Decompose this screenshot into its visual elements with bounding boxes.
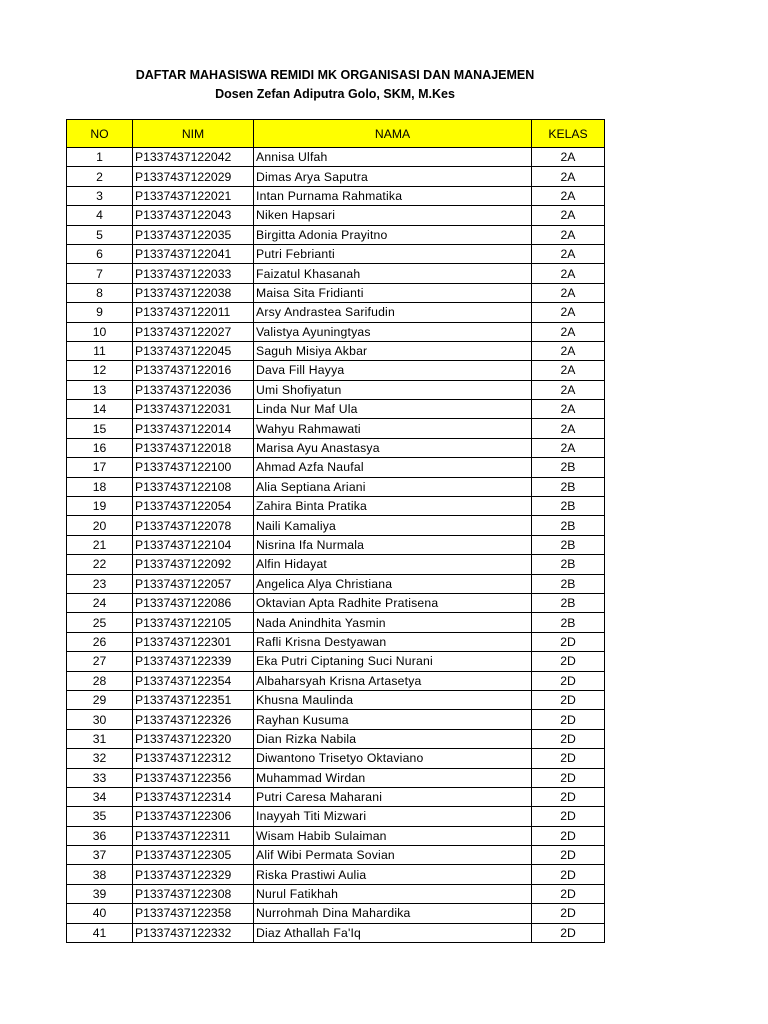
student-nim: P1337437122036 (133, 380, 254, 399)
row-number: 32 (67, 749, 133, 768)
row-number: 28 (67, 671, 133, 690)
row-number: 10 (67, 322, 133, 341)
column-header-nim: NIM (133, 120, 254, 148)
student-name: Naili Kamaliya (254, 516, 532, 535)
row-number: 39 (67, 884, 133, 903)
row-number: 2 (67, 167, 133, 186)
student-class: 2D (532, 923, 605, 942)
student-name: Inayyah Titi Mizwari (254, 807, 532, 826)
student-name: Annisa Ulfah (254, 148, 532, 167)
student-nim: P1337437122351 (133, 690, 254, 709)
table-row (67, 167, 605, 186)
row-number: 38 (67, 865, 133, 884)
table-row (67, 361, 605, 380)
row-number: 21 (67, 535, 133, 554)
student-class: 2B (532, 458, 605, 477)
table-row (67, 148, 605, 167)
student-nim: P1337437122326 (133, 710, 254, 729)
student-name: Nurul Fatikhah (254, 884, 532, 903)
student-nim: P1337437122033 (133, 264, 254, 283)
student-nim: P1337437122301 (133, 632, 254, 651)
student-class: 2A (532, 186, 605, 205)
row-number: 1 (67, 148, 133, 167)
row-number: 31 (67, 729, 133, 748)
student-name: Nada Anindhita Yasmin (254, 613, 532, 632)
student-name: Putri Febrianti (254, 244, 532, 263)
student-class: 2A (532, 283, 605, 302)
student-class: 2D (532, 826, 605, 845)
student-name: Wisam Habib Sulaiman (254, 826, 532, 845)
student-nim: P1337437122314 (133, 787, 254, 806)
table-row (67, 497, 605, 516)
table-row (67, 206, 605, 225)
student-class: 2D (532, 652, 605, 671)
student-nim: P1337437122092 (133, 555, 254, 574)
student-name: Arsy Andrastea Sarifudin (254, 303, 532, 322)
student-class: 2A (532, 438, 605, 457)
student-name: Umi Shofiyatun (254, 380, 532, 399)
table-row (67, 884, 605, 903)
student-class: 2D (532, 710, 605, 729)
table-row (67, 904, 605, 923)
student-name: Zahira Binta Pratika (254, 497, 532, 516)
row-number: 41 (67, 923, 133, 942)
student-name: Muhammad Wirdan (254, 768, 532, 787)
row-number: 22 (67, 555, 133, 574)
student-nim: P1337437122108 (133, 477, 254, 496)
student-nim: P1337437122354 (133, 671, 254, 690)
student-class: 2A (532, 322, 605, 341)
student-nim: P1337437122016 (133, 361, 254, 380)
row-number: 18 (67, 477, 133, 496)
document-subtitle: Dosen Zefan Adiputra Golo, SKM, M.Kes (215, 87, 455, 101)
row-number: 8 (67, 283, 133, 302)
student-class: 2D (532, 632, 605, 651)
student-class: 2B (532, 593, 605, 612)
row-number: 33 (67, 768, 133, 787)
row-number: 15 (67, 419, 133, 438)
student-name: Dimas Arya Saputra (254, 167, 532, 186)
student-class: 2D (532, 768, 605, 787)
table-row (67, 477, 605, 496)
table-row (67, 690, 605, 709)
row-number: 25 (67, 613, 133, 632)
table-row (67, 593, 605, 612)
student-class: 2D (532, 807, 605, 826)
table-row (67, 535, 605, 554)
row-number: 7 (67, 264, 133, 283)
student-name: Alif Wibi Permata Sovian (254, 846, 532, 865)
table-row (67, 419, 605, 438)
student-nim: P1337437122043 (133, 206, 254, 225)
student-class: 2A (532, 361, 605, 380)
student-name: Valistya Ayuningtyas (254, 322, 532, 341)
student-name: Eka Putri Ciptaning Suci Nurani (254, 652, 532, 671)
row-number: 27 (67, 652, 133, 671)
student-nim: P1337437122320 (133, 729, 254, 748)
table-row (67, 555, 605, 574)
student-nim: P1337437122312 (133, 749, 254, 768)
row-number: 20 (67, 516, 133, 535)
student-class: 2A (532, 167, 605, 186)
student-nim: P1337437122100 (133, 458, 254, 477)
student-class: 2A (532, 380, 605, 399)
student-name: Albaharsyah Krisna Artasetya (254, 671, 532, 690)
student-class: 2B (532, 574, 605, 593)
student-class: 2A (532, 303, 605, 322)
row-number: 12 (67, 361, 133, 380)
document-title: DAFTAR MAHASISWA REMIDI MK ORGANISASI DAN MANAJEMEN (135, 68, 535, 82)
table-row (67, 807, 605, 826)
row-number: 23 (67, 574, 133, 593)
student-name: Ahmad Azfa Naufal (254, 458, 532, 477)
student-class: 2D (532, 749, 605, 768)
student-nim: P1337437122038 (133, 283, 254, 302)
student-name: Faizatul Khasanah (254, 264, 532, 283)
table-row (67, 458, 605, 477)
table-row (67, 787, 605, 806)
table-header (67, 120, 605, 148)
row-number: 34 (67, 787, 133, 806)
row-number: 3 (67, 186, 133, 205)
student-nim: P1337437122011 (133, 303, 254, 322)
student-name: Dava Fill Hayya (254, 361, 532, 380)
table-row (67, 264, 605, 283)
student-nim: P1337437122308 (133, 884, 254, 903)
student-nim: P1337437122014 (133, 419, 254, 438)
table-row (67, 749, 605, 768)
row-number: 40 (67, 904, 133, 923)
student-nim: P1337437122329 (133, 865, 254, 884)
student-name: Riska Prastiwi Aulia (254, 865, 532, 884)
student-class: 2D (532, 865, 605, 884)
row-number: 29 (67, 690, 133, 709)
table-row (67, 652, 605, 671)
table-row (67, 438, 605, 457)
student-name: Nurrohmah Dina Mahardika (254, 904, 532, 923)
student-class: 2D (532, 884, 605, 903)
table-row (67, 729, 605, 748)
student-name: Intan Purnama Rahmatika (254, 186, 532, 205)
row-number: 24 (67, 593, 133, 612)
column-header-nama: NAMA (254, 120, 532, 148)
row-number: 30 (67, 710, 133, 729)
student-class: 2D (532, 904, 605, 923)
student-nim: P1337437122045 (133, 341, 254, 360)
row-number: 14 (67, 400, 133, 419)
student-table (66, 119, 605, 943)
row-number: 4 (67, 206, 133, 225)
student-name: Saguh Misiya Akbar (254, 341, 532, 360)
student-nim: P1337437122029 (133, 167, 254, 186)
column-header-kelas: KELAS (532, 120, 605, 148)
student-name: Alia Septiana Ariani (254, 477, 532, 496)
student-nim: P1337437122104 (133, 535, 254, 554)
student-nim: P1337437122018 (133, 438, 254, 457)
student-class: 2A (532, 341, 605, 360)
student-nim: P1337437122027 (133, 322, 254, 341)
student-name: Nisrina Ifa Nurmala (254, 535, 532, 554)
table-row (67, 322, 605, 341)
table-row (67, 341, 605, 360)
student-class: 2A (532, 225, 605, 244)
student-name: Rayhan Kusuma (254, 710, 532, 729)
row-number: 19 (67, 497, 133, 516)
student-nim: P1337437122041 (133, 244, 254, 263)
student-name: Putri Caresa Maharani (254, 787, 532, 806)
student-name: Diwantono Trisetyo Oktaviano (254, 749, 532, 768)
student-class: 2A (532, 400, 605, 419)
student-class: 2B (532, 477, 605, 496)
table-row (67, 400, 605, 419)
student-class: 2D (532, 690, 605, 709)
student-class: 2A (532, 206, 605, 225)
table-row (67, 186, 605, 205)
student-name: Alfin Hidayat (254, 555, 532, 574)
student-name: Marisa Ayu Anastasya (254, 438, 532, 457)
student-nim: P1337437122031 (133, 400, 254, 419)
table-row (67, 768, 605, 787)
student-name: Oktavian Apta Radhite Pratisena (254, 593, 532, 612)
row-number: 5 (67, 225, 133, 244)
student-nim: P1337437122356 (133, 768, 254, 787)
student-class: 2A (532, 148, 605, 167)
table-row (67, 846, 605, 865)
student-nim: P1337437122078 (133, 516, 254, 535)
student-name: Maisa Sita Fridianti (254, 283, 532, 302)
row-number: 11 (67, 341, 133, 360)
student-class: 2D (532, 846, 605, 865)
row-number: 9 (67, 303, 133, 322)
table-row (67, 632, 605, 651)
row-number: 16 (67, 438, 133, 457)
student-class: 2A (532, 419, 605, 438)
student-name: Angelica Alya Christiana (254, 574, 532, 593)
table-row (67, 244, 605, 263)
student-name: Niken Hapsari (254, 206, 532, 225)
student-nim: P1337437122086 (133, 593, 254, 612)
student-class: 2A (532, 244, 605, 263)
student-nim: P1337437122054 (133, 497, 254, 516)
student-nim: P1337437122035 (133, 225, 254, 244)
table-row (67, 671, 605, 690)
student-class: 2A (532, 264, 605, 283)
student-nim: P1337437122311 (133, 826, 254, 845)
student-class: 2B (532, 535, 605, 554)
student-class: 2B (532, 516, 605, 535)
student-nim: P1337437122339 (133, 652, 254, 671)
row-number: 17 (67, 458, 133, 477)
table-row (67, 225, 605, 244)
table-row (67, 516, 605, 535)
student-nim: P1337437122332 (133, 923, 254, 942)
student-nim: P1337437122358 (133, 904, 254, 923)
student-class: 2B (532, 613, 605, 632)
row-number: 37 (67, 846, 133, 865)
student-nim: P1337437122042 (133, 148, 254, 167)
column-header-no: NO (67, 120, 133, 148)
table-row (67, 923, 605, 942)
student-name: Dian Rizka Nabila (254, 729, 532, 748)
table-row (67, 574, 605, 593)
student-name: Khusna Maulinda (254, 690, 532, 709)
student-name: Birgitta Adonia Prayitno (254, 225, 532, 244)
student-class: 2D (532, 787, 605, 806)
table-row (67, 865, 605, 884)
table-row (67, 380, 605, 399)
student-name: Linda Nur Maf Ula (254, 400, 532, 419)
table-body (67, 148, 605, 943)
row-number: 35 (67, 807, 133, 826)
table-row (67, 710, 605, 729)
student-class: 2D (532, 671, 605, 690)
student-nim: P1337437122021 (133, 186, 254, 205)
student-name: Rafli Krisna Destyawan (254, 632, 532, 651)
table-row (67, 826, 605, 845)
student-nim: P1337437122105 (133, 613, 254, 632)
table-row (67, 283, 605, 302)
row-number: 36 (67, 826, 133, 845)
document-header (0, 66, 670, 104)
student-class: 2B (532, 497, 605, 516)
student-nim: P1337437122057 (133, 574, 254, 593)
student-nim: P1337437122306 (133, 807, 254, 826)
header-row (67, 120, 605, 148)
row-number: 6 (67, 244, 133, 263)
table-row (67, 303, 605, 322)
student-nim: P1337437122305 (133, 846, 254, 865)
student-name: Diaz Athallah Fa'Iq (254, 923, 532, 942)
student-class: 2D (532, 729, 605, 748)
row-number: 13 (67, 380, 133, 399)
student-class: 2B (532, 555, 605, 574)
student-name: Wahyu Rahmawati (254, 419, 532, 438)
row-number: 26 (67, 632, 133, 651)
table-row (67, 613, 605, 632)
